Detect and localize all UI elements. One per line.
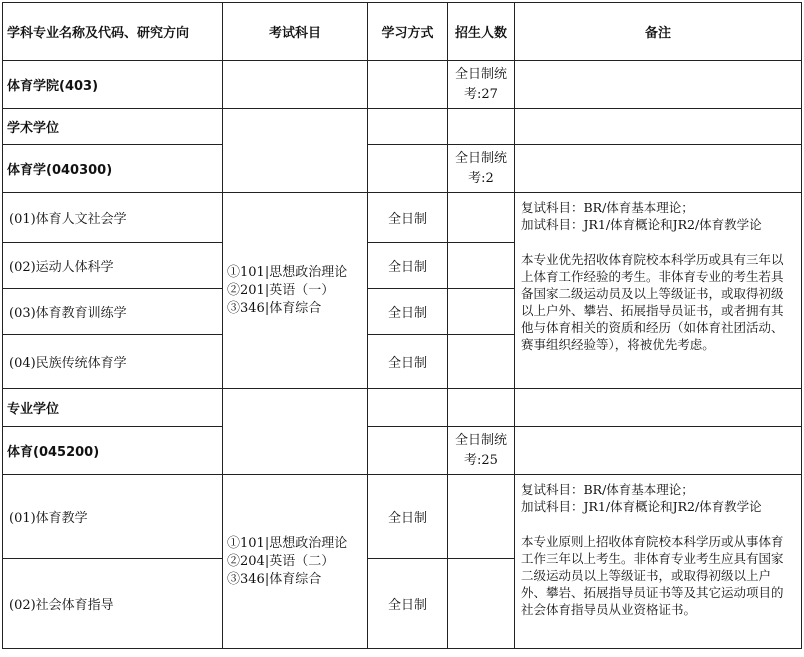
academic-discipline-row [3, 145, 802, 193]
academic-mode-4: 全日制 [368, 335, 448, 389]
professional-section-row [3, 389, 802, 427]
academic-section-label: 学术学位 [3, 109, 223, 145]
admissions-table [2, 2, 802, 649]
professional-retest: 复试科目：BR/体育基本理论； [521, 482, 694, 497]
professional-section-label: 专业学位 [3, 389, 223, 427]
professional-quota: 全日制统考:25 [448, 427, 515, 475]
professional-mode-2: 全日制 [368, 559, 448, 649]
academic-direction-4: (04)民族传统体育学 [3, 335, 223, 389]
academic-mode-2: 全日制 [368, 243, 448, 289]
academic-notes [515, 193, 802, 389]
academic-subject-1: ①101|思想政治理论 [227, 264, 348, 280]
academic-direction-3: (03)体育教育训练学 [3, 289, 223, 335]
professional-mode-1: 全日制 [368, 475, 448, 559]
academic-extra: 加试科目：JR1/体育概论和JR2/体育教学论 [521, 217, 762, 232]
professional-notes [515, 475, 802, 649]
header-row [3, 3, 802, 61]
header-subjects: 考试科目 [223, 3, 368, 61]
college-quota: 全日制统考:27 [448, 61, 515, 109]
academic-subject-3: ③346|体育综合 [227, 300, 322, 316]
academic-discipline: 体育学(040300) [3, 145, 223, 193]
professional-direction-row [3, 475, 802, 559]
professional-extra: 加试科目：JR1/体育概论和JR2/体育教学论 [521, 499, 762, 514]
professional-subject-1: ①101|思想政治理论 [227, 535, 348, 551]
academic-direction-1: (01)体育人文社会学 [3, 193, 223, 243]
professional-discipline: 体育(045200) [3, 427, 223, 475]
professional-policy: 本专业原则上招收体育院校本科学历或从事体育工作三年以上考生。非体育专业考生应具有国家二级运动员以上等级证书，或取得初级以上户外、攀岩、拓展指导员证书等及其它运动项目的社会体育指导员从业资格证书。 [521, 534, 784, 617]
academic-mode-3: 全日制 [368, 289, 448, 335]
academic-section-row [3, 109, 802, 145]
professional-direction-1: (01)体育教学 [3, 475, 223, 559]
header-quota: 招生人数 [448, 3, 515, 61]
academic-direction-2: (02)运动人体科学 [3, 243, 223, 289]
academic-retest: 复试科目：BR/体育基本理论； [521, 200, 694, 215]
academic-policy: 本专业优先招收体育院校本科学历或具有三年以上体育工作经验的考生。非体育专业的考生若具备国家二级运动员及以上等级证书，或取得初级以上户外、攀岩、拓展指导员证书，或者拥有其他与体育相关的资质和经历（如体育社团活动、赛事组织经验等），将被优先考虑。 [521, 252, 784, 352]
header-major: 学科专业名称及代码、研究方向 [3, 3, 223, 61]
professional-subject-2: ②204|英语（二） [227, 553, 335, 569]
academic-direction-row [3, 193, 802, 243]
academic-quota: 全日制统考:2 [448, 145, 515, 193]
professional-subject-3: ③346|体育综合 [227, 571, 322, 587]
professional-discipline-row [3, 427, 802, 475]
professional-subjects [223, 475, 368, 649]
header-notes: 备注 [515, 3, 802, 61]
professional-direction-2: (02)社会体育指导 [3, 559, 223, 649]
academic-subjects [223, 193, 368, 389]
academic-mode-1: 全日制 [368, 193, 448, 243]
college-name: 体育学院(403) [3, 61, 223, 109]
header-mode: 学习方式 [368, 3, 448, 61]
academic-subject-2: ②201|英语（一） [227, 282, 335, 298]
college-row [3, 61, 802, 109]
